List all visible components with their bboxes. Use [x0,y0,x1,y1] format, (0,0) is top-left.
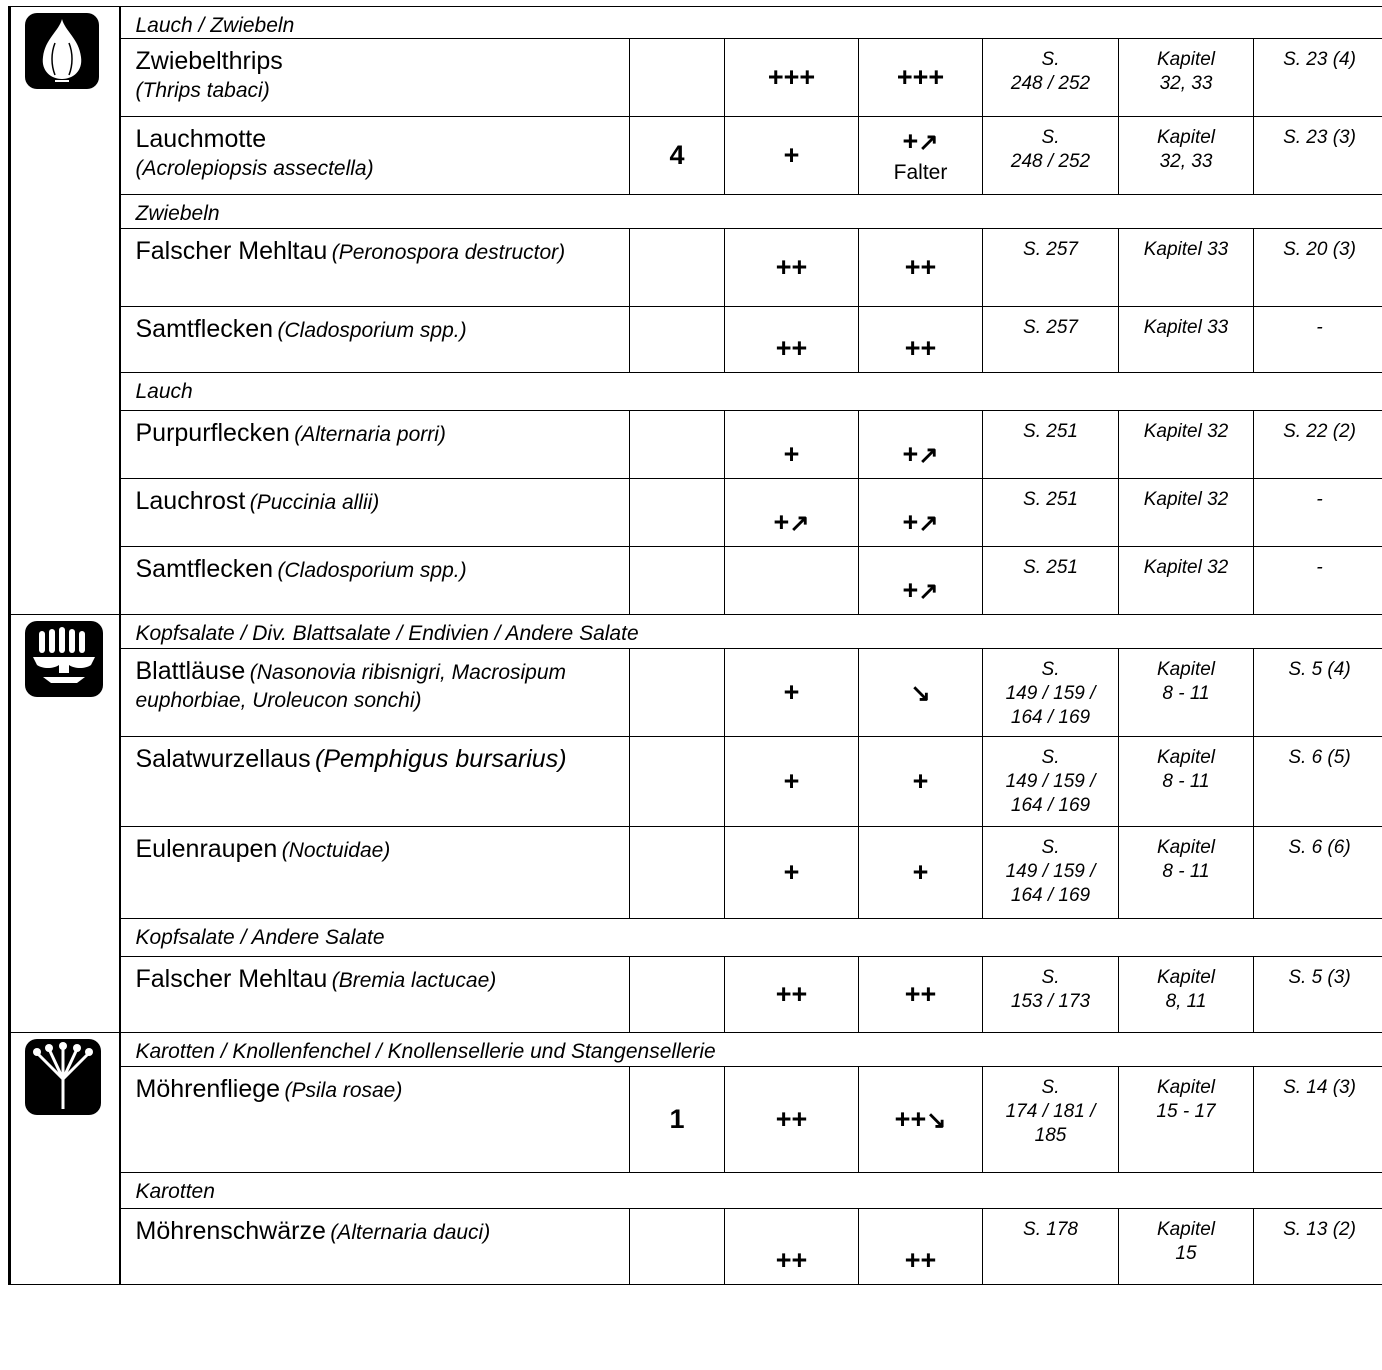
table-row [10,117,1382,195]
source-ref-cell: - [1254,547,1382,615]
rating-cell-1: ++ [725,1067,859,1173]
chapter-ref-cell: Kapitel 33 [1119,229,1254,307]
number-cell [630,479,725,547]
table-row [10,479,1382,547]
rating-cell-1: + [725,649,859,737]
section-row [10,919,1382,957]
scientific-name: (Pemphigus bursarius) [315,745,567,773]
page-ref-cell: S. 251 [983,547,1119,615]
rating-cell-2: +↗ [859,547,983,615]
table-row [10,1209,1382,1285]
onion-icon [25,76,99,93]
common-name: Samtflecken [135,555,274,583]
table-row [10,1067,1382,1173]
scientific-name: (Bremia lactucae) [331,969,497,992]
rating-cell-2: + [859,737,983,827]
rating-cell-1: ++ [725,229,859,307]
crop-icon-cell [10,1033,120,1285]
scientific-name: (Alternaria dauci) [330,1221,491,1244]
common-name: Purpurflecken [135,419,290,447]
section-label: Karotten / Knollenfenchel / Knollensellerie und Stangensellerie [120,1033,1382,1067]
rating-cell-2: ++ [859,229,983,307]
section-row [10,1173,1382,1209]
table-row [10,649,1382,737]
source-ref-cell: S. 20 (3) [1254,229,1382,307]
number-cell [630,1209,725,1285]
page-ref-cell: S. 257 [983,229,1119,307]
common-name: Lauchmotte [135,125,267,153]
common-name: Eulenraupen [135,835,278,863]
page-ref-cell: S. 257 [983,307,1119,373]
table-row [10,547,1382,615]
pest-name-cell [120,649,630,737]
source-ref-cell: S. 6 (6) [1254,827,1382,919]
group-0 [10,7,1382,615]
rating-cell-2: ++ [859,1209,983,1285]
rating-cell-1: + [725,411,859,479]
table-row [10,827,1382,919]
common-name: Falscher Mehltau [135,237,328,265]
pest-name-cell [120,307,630,373]
rating-cell-1 [725,547,859,615]
common-name: Möhrenschwärze [135,1217,326,1245]
source-ref-cell: S. 13 (2) [1254,1209,1382,1285]
source-ref-cell: - [1254,307,1382,373]
chapter-ref-cell: Kapitel 33 [1119,307,1254,373]
scientific-name: (Psila rosae) [284,1079,403,1102]
source-ref-cell: S. 23 (3) [1254,117,1382,195]
chapter-ref-cell: Kapitel 15 - 17 [1119,1067,1254,1173]
section-label: Kopfsalate / Andere Salate [120,919,1382,957]
scientific-name: (Puccinia allii) [249,491,380,514]
chapter-ref-cell: Kapitel 32, 33 [1119,117,1254,195]
rating-cell-1: +↗ [725,479,859,547]
rating-cell-1: ++ [725,957,859,1033]
chapter-ref-cell: Kapitel 8 - 11 [1119,649,1254,737]
page-ref-cell: S. 149 / 159 / 164 / 169 [983,649,1119,737]
scientific-name: (Peronospora destructor) [331,241,566,264]
pest-name-cell [120,1209,630,1285]
section-row [10,195,1382,229]
chapter-ref-cell: Kapitel 15 [1119,1209,1254,1285]
table-row [10,957,1382,1033]
page-ref-cell: S. 248 / 252 [983,117,1119,195]
common-name: Blattläuse [135,657,246,685]
common-name: Lauchrost [135,487,246,515]
crop-icon-cell [10,7,120,615]
pest-table [8,6,1382,1285]
common-name: Möhrenfliege [135,1075,281,1103]
pest-name-cell [120,737,630,827]
section-label: Kopfsalate / Div. Blattsalate / Endivien / Andere Salate [120,615,1382,649]
common-name: Zwiebelthrips [135,47,283,75]
rating-cell-1: +++ [725,39,859,117]
source-ref-cell: S. 6 (5) [1254,737,1382,827]
rating-cell-2: ++↘ [859,1067,983,1173]
rating-cell-1: ++ [725,307,859,373]
page-ref-cell: S. 178 [983,1209,1119,1285]
section-label: Lauch / Zwiebeln [120,7,1382,39]
table-row [10,737,1382,827]
number-cell [630,737,725,827]
chapter-ref-cell: Kapitel 8 - 11 [1119,737,1254,827]
pest-name-cell [120,39,630,117]
common-name: Falscher Mehltau [135,965,328,993]
number-cell [630,827,725,919]
chapter-ref-cell: Kapitel 32, 33 [1119,39,1254,117]
source-ref-cell: S. 14 (3) [1254,1067,1382,1173]
pest-name-cell [120,547,630,615]
source-ref-cell: - [1254,479,1382,547]
table-row [10,39,1382,117]
section-label: Lauch [120,373,1382,411]
source-ref-cell: S. 5 (3) [1254,957,1382,1033]
rating-cell-2: ↘ [859,649,983,737]
section-row [10,1033,1382,1067]
scientific-name: (Noctuidae) [281,839,391,862]
scientific-name: (Cladosporium spp.) [277,559,467,582]
rating-cell-2: +↗ [859,479,983,547]
rating-cell-2: ++ [859,957,983,1033]
table-row [10,411,1382,479]
chapter-ref-cell: Kapitel 32 [1119,411,1254,479]
page-ref-cell: S. 149 / 159 / 164 / 169 [983,827,1119,919]
rating-cell-2: +++ [859,39,983,117]
page-ref-cell: S. 251 [983,479,1119,547]
scientific-name: (Acrolepiopsis assectella) [135,157,374,180]
crop-icon-cell [10,615,120,1033]
lettuce-icon [25,684,103,701]
scientific-name: (Nasonovia ribisnigri, Macrosipum euphorbiae, Uroleucon sonchi) [135,661,567,712]
number-cell [630,411,725,479]
number-cell [630,547,725,615]
chapter-ref-cell: Kapitel 8 - 11 [1119,827,1254,919]
chapter-ref-cell: Kapitel 32 [1119,547,1254,615]
common-name: Salatwurzellaus [135,745,311,773]
section-row [10,615,1382,649]
group-2 [10,1033,1382,1285]
pest-name-cell [120,117,630,195]
page-ref-cell: S. 248 / 252 [983,39,1119,117]
group-1 [10,615,1382,1033]
pest-name-cell [120,479,630,547]
source-ref-cell: S. 22 (2) [1254,411,1382,479]
section-row [10,373,1382,411]
page-ref-cell: S. 251 [983,411,1119,479]
pest-name-cell [120,827,630,919]
rating-cell-1: + [725,827,859,919]
pest-name-cell [120,411,630,479]
number-cell [630,307,725,373]
number-cell [630,229,725,307]
page-ref-cell: S. 174 / 181 / 185 [983,1067,1119,1173]
umbel-icon [25,1102,101,1119]
rating-cell-1: ++ [725,1209,859,1285]
section-row [10,7,1382,39]
section-label: Zwiebeln [120,195,1382,229]
source-ref-cell: S. 23 (4) [1254,39,1382,117]
number-cell [630,649,725,737]
number-cell [630,39,725,117]
chapter-ref-cell: Kapitel 8, 11 [1119,957,1254,1033]
table-row [10,307,1382,373]
common-name: Samtflecken [135,315,274,343]
page-ref-cell: S. 149 / 159 / 164 / 169 [983,737,1119,827]
rating-cell-2: +↗ Falter [859,117,983,195]
rating-cell-2: ++ [859,307,983,373]
scientific-name: (Thrips tabaci) [135,79,270,102]
rating-note: Falter [893,161,948,184]
page-ref-cell: S. 153 / 173 [983,957,1119,1033]
source-ref-cell: S. 5 (4) [1254,649,1382,737]
rating-cell-2: +↗ [859,411,983,479]
pest-name-cell [120,957,630,1033]
chapter-ref-cell: Kapitel 32 [1119,479,1254,547]
rating-cell-1: + [725,737,859,827]
scientific-name: (Alternaria porri) [294,423,446,446]
pest-name-cell [120,229,630,307]
number-cell: 4 [630,117,725,195]
number-cell [630,957,725,1033]
scientific-name: (Cladosporium spp.) [277,319,467,342]
rating-cell-1: + [725,117,859,195]
rating-cell-2: + [859,827,983,919]
section-label: Karotten [120,1173,1382,1209]
pest-name-cell [120,1067,630,1173]
table-row [10,229,1382,307]
number-cell: 1 [630,1067,725,1173]
